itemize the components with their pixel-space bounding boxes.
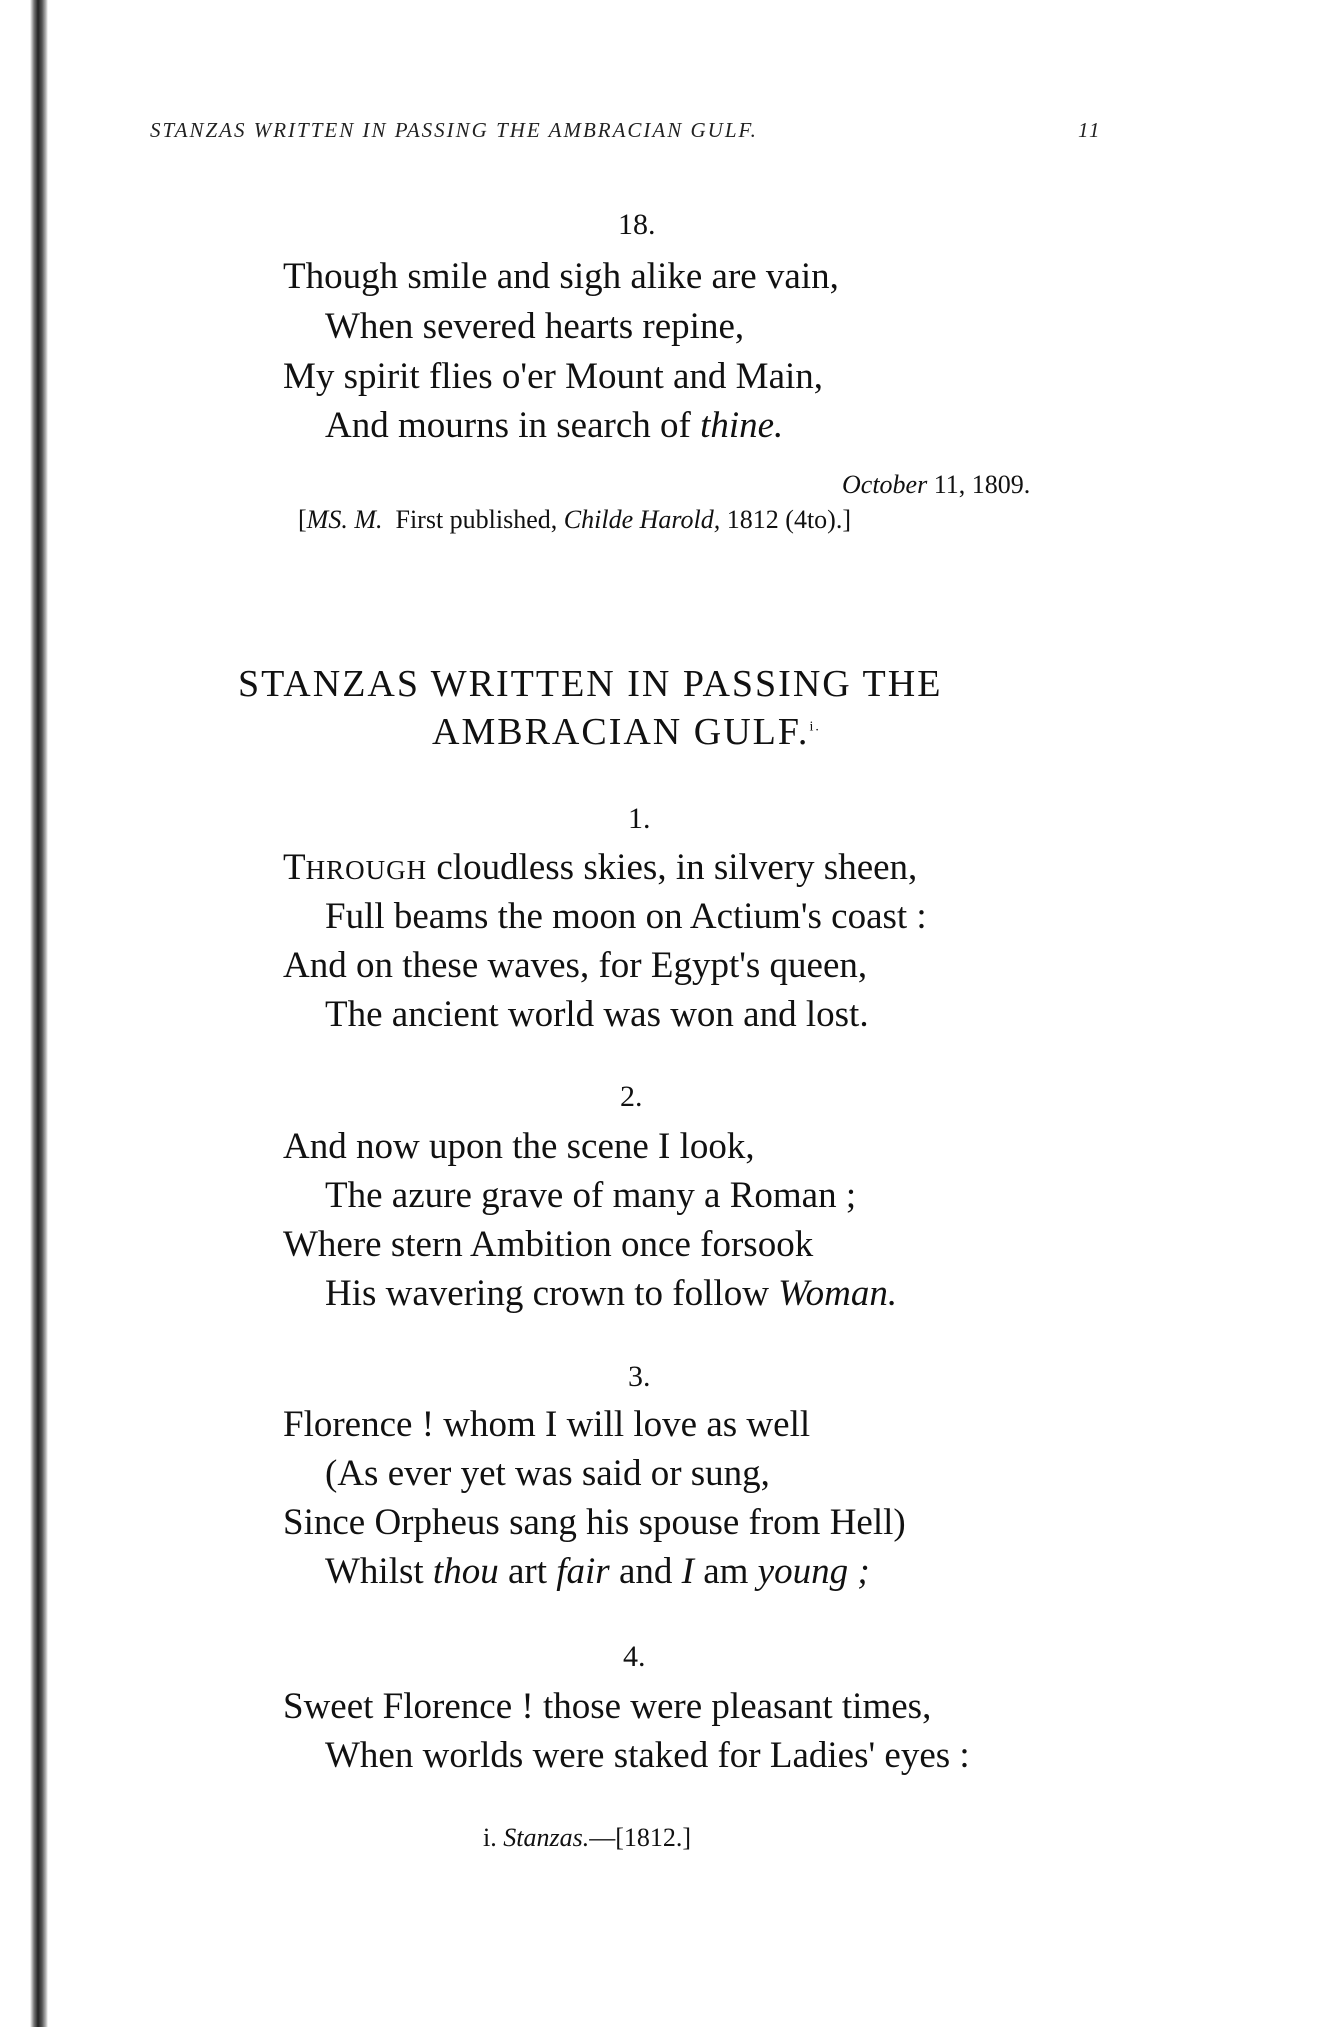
running-head: STANZAS WRITTEN IN PASSING THE AMBRACIAN GULF. xyxy=(150,118,758,142)
verse-line: THROUGH cloudless skies, in silvery sheen, xyxy=(283,847,918,888)
stanza-number: 3. xyxy=(628,1360,651,1393)
footnote: i. Stanzas.—[1812.] xyxy=(483,1823,692,1852)
stanza-number: 4. xyxy=(623,1640,646,1673)
verse-line: When worlds were staked for Ladies' eyes : xyxy=(325,1735,970,1776)
poem-date: October 11, 1809. xyxy=(842,470,1031,499)
book-spine-shadow xyxy=(0,0,48,2027)
verse-line: The ancient world was won and lost. xyxy=(325,994,869,1035)
verse-line: And now upon the scene I look, xyxy=(283,1126,755,1167)
verse-line: And on these waves, for Egypt's queen, xyxy=(283,945,868,986)
verse-line: Sweet Florence ! those were pleasant times, xyxy=(283,1686,932,1727)
stanza-number: 1. xyxy=(628,802,651,835)
verse-line: My spirit flies o'er Mount and Main, xyxy=(283,356,824,397)
verse-line: Though smile and sigh alike are vain, xyxy=(283,256,839,297)
footnote-marker: i. xyxy=(809,719,821,735)
verse-line: Whilst thou art fair and I am young ; xyxy=(325,1551,870,1592)
verse-line: When severed hearts repine, xyxy=(325,306,745,347)
verse-line: Full beams the moon on Actium's coast : xyxy=(325,896,927,937)
verse-line: And mourns in search of thine. xyxy=(325,405,784,446)
stanza-number: 2. xyxy=(620,1080,643,1113)
poem-title-line1: STANZAS WRITTEN IN PASSING THE xyxy=(238,663,943,705)
poem-title-line2: AMBRACIAN GULF.$^{i.}$ xyxy=(432,711,821,753)
verse-line: Florence ! whom I will love as well xyxy=(283,1404,811,1445)
stanza-number: 18. xyxy=(618,208,656,241)
verse-line: Where stern Ambition once forsook xyxy=(283,1224,814,1265)
verse-line: (As ever yet was said or sung, xyxy=(325,1453,770,1494)
verse-line: Since Orpheus sang his spouse from Hell) xyxy=(283,1502,906,1543)
publication-note: [MS. M. First published, Childe Harold, 1812 (4to).] xyxy=(298,505,851,534)
verse-line: His wavering crown to follow Woman. xyxy=(325,1273,898,1314)
page-number: 11 xyxy=(1078,118,1102,142)
verse-line: The azure grave of many a Roman ; xyxy=(325,1175,857,1216)
